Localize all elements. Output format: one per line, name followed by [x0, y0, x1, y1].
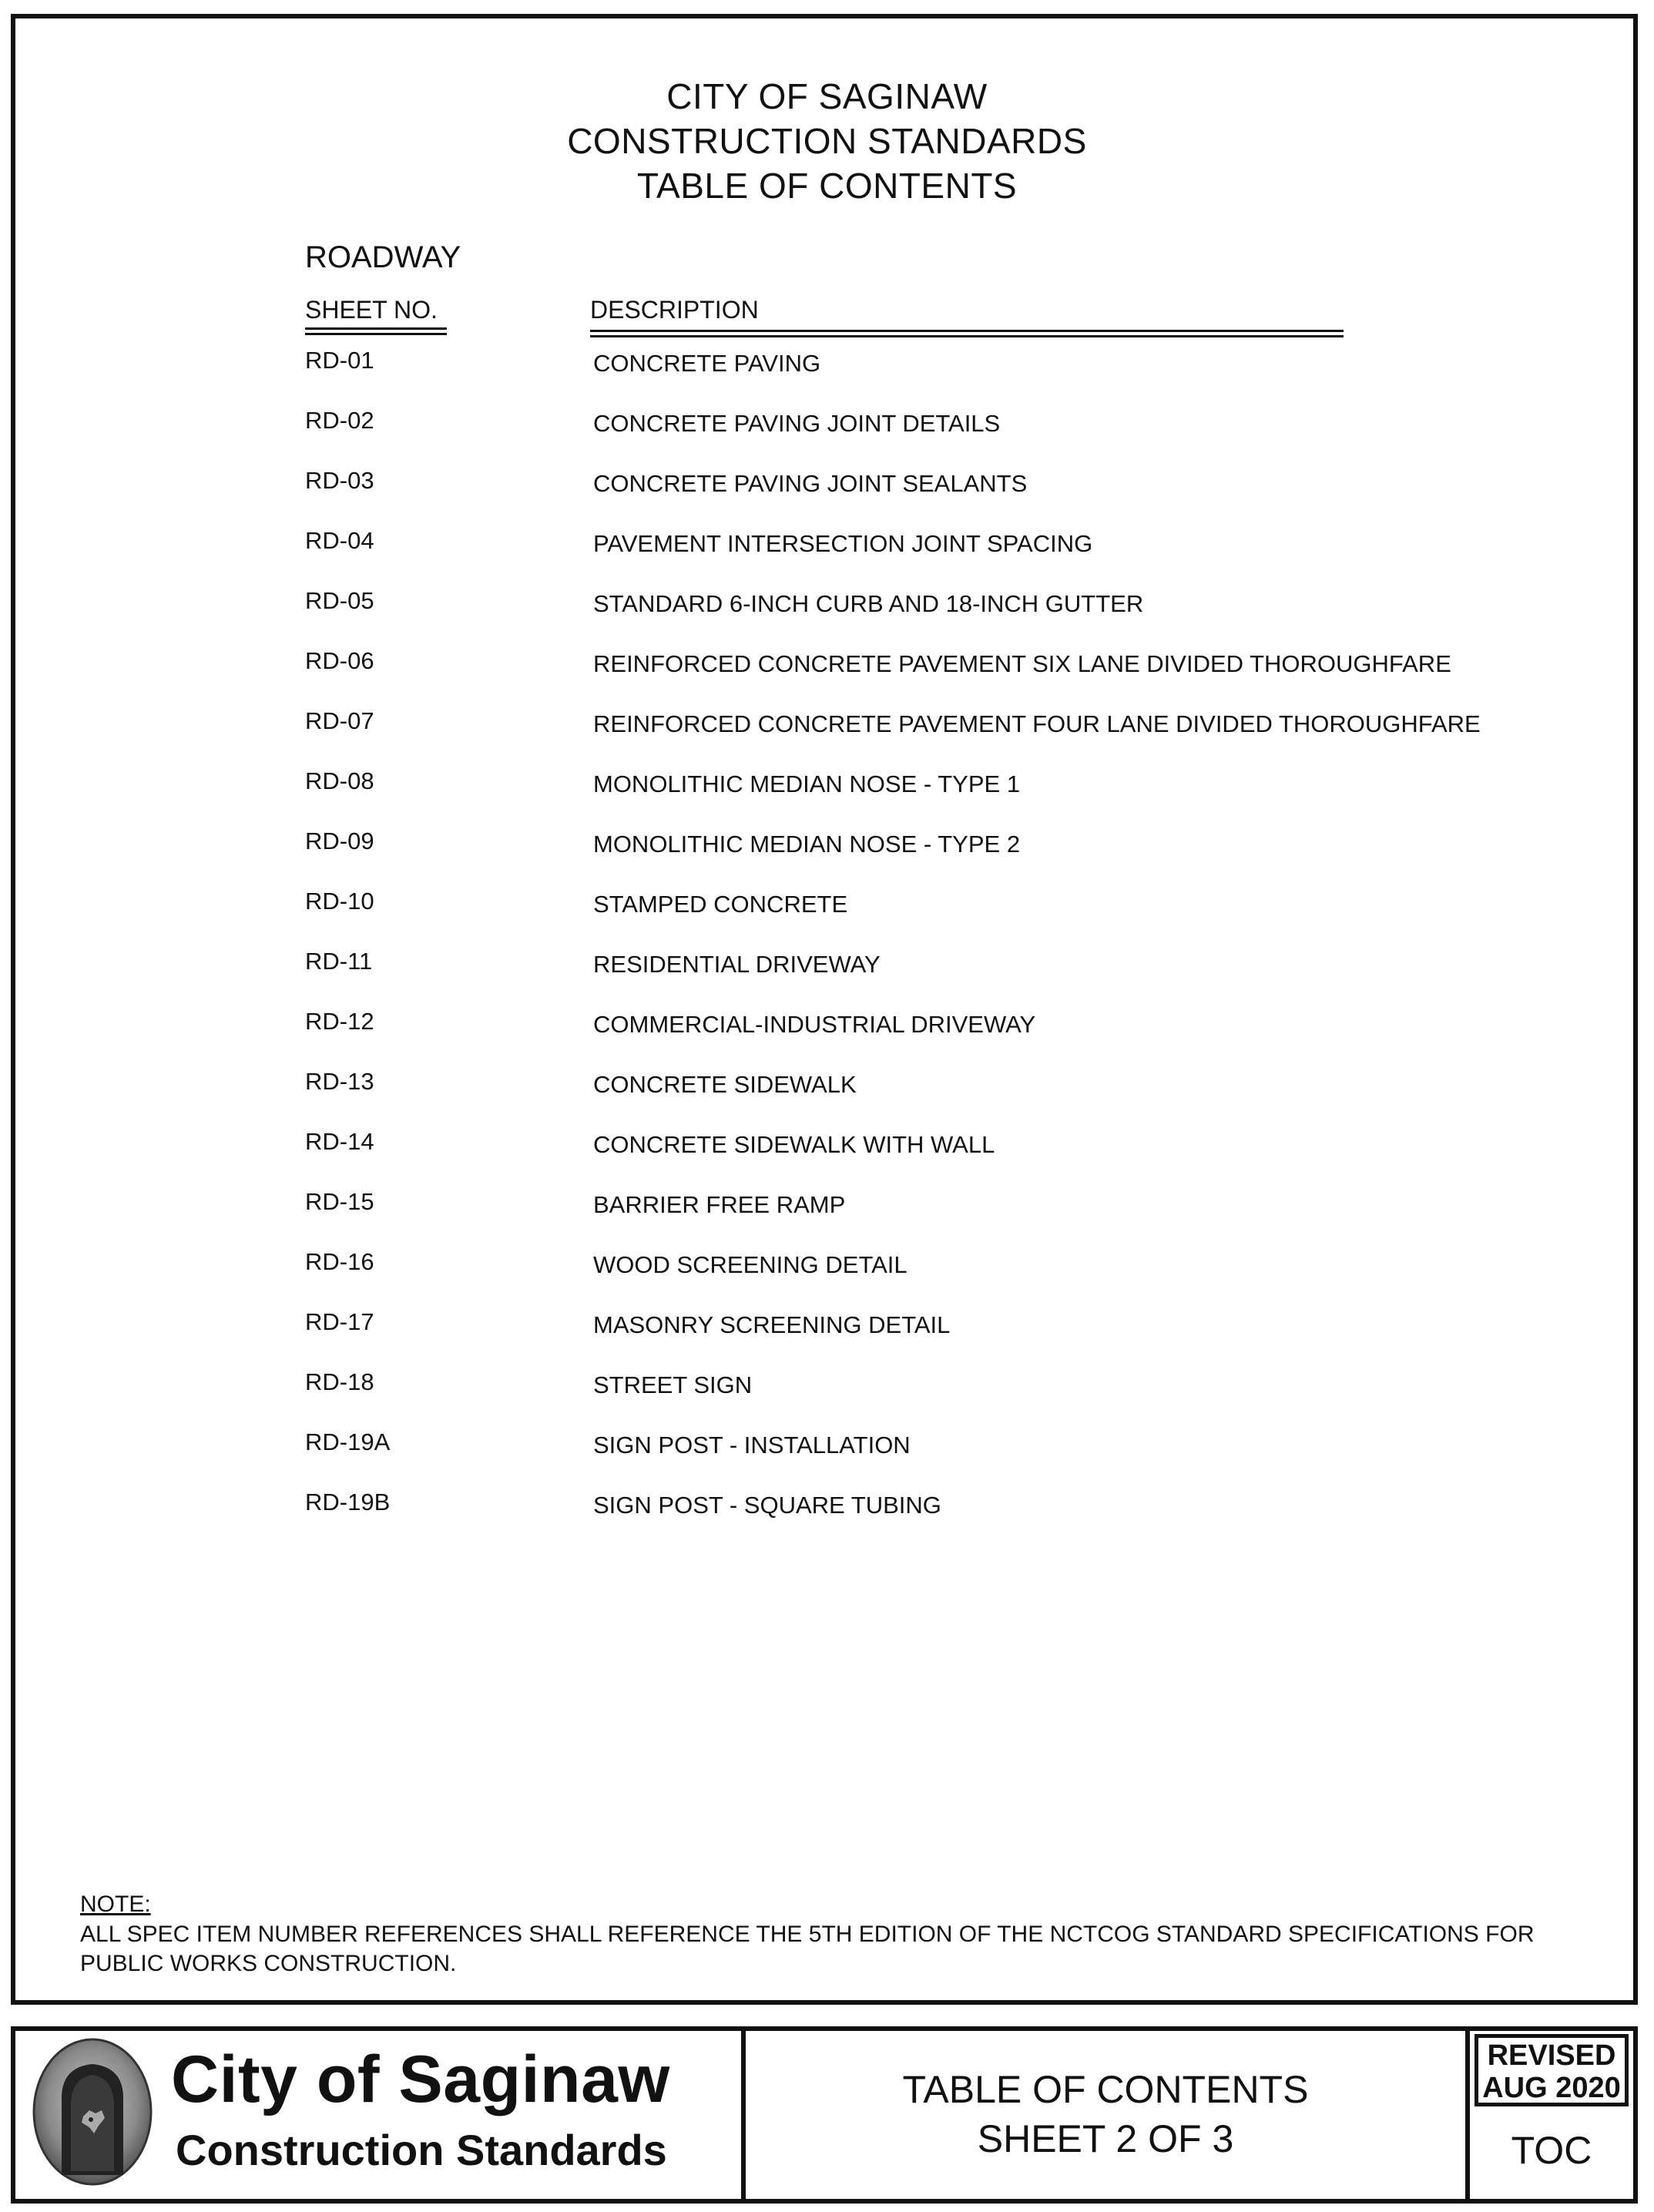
sheet-description: STAMPED CONCRETE — [593, 891, 848, 918]
sheet-description: CONCRETE PAVING JOINT DETAILS — [593, 410, 1001, 437]
logo-subtitle: Construction Standards — [176, 2126, 667, 2174]
sheet-description: MASONRY SCREENING DETAIL — [593, 1311, 951, 1338]
toc-entry — [305, 647, 1615, 693]
sheet-number: RD-19B — [305, 1489, 391, 1516]
sheet-number: RD-07 — [305, 707, 374, 734]
sheet-description: CONCRETE PAVING JOINT SEALANTS — [593, 470, 1028, 497]
sheet-description: CONCRETE SIDEWALK — [593, 1071, 857, 1098]
header-rule-sheet — [305, 327, 447, 335]
toc-entry — [305, 767, 1615, 814]
sheet-number: RD-09 — [305, 827, 374, 854]
toc-entry — [305, 407, 1615, 453]
toc-entry — [305, 467, 1615, 513]
toc-entry — [305, 1008, 1615, 1054]
column-header-sheet-no: SHEET NO. — [305, 296, 438, 324]
sheet-number: RD-19A — [305, 1428, 391, 1455]
note-text: ALL SPEC ITEM NUMBER REFERENCES SHALL REFERENCE THE 5TH EDITION OF THE NCTCOG STANDARD SPECIFICATIONS FOR PUBLIC WORKS CONSTRUCTION. — [80, 1922, 1535, 1976]
sheet-description: SIGN POST - SQUARE TUBING — [593, 1492, 941, 1519]
sheet-number: RD-18 — [305, 1368, 374, 1395]
sheet-number: RD-02 — [305, 407, 374, 434]
sheet-description: COMMERCIAL-INDUSTRIAL DRIVEWAY — [593, 1011, 1036, 1038]
revised-date: AUG 2020 — [1482, 2072, 1621, 2104]
section-title: ROADWAY — [305, 240, 461, 274]
toc-entry — [305, 1428, 1615, 1475]
sheet-description: BARRIER FREE RAMP — [593, 1191, 846, 1218]
sheet-description: RESIDENTIAL DRIVEWAY — [593, 951, 881, 978]
sheet-number: RD-04 — [305, 527, 374, 554]
sheet-number: RD-13 — [305, 1068, 374, 1095]
logo-title: City of Saginaw — [171, 2042, 670, 2116]
sheet-number: RD-16 — [305, 1248, 374, 1275]
sheet-description: SIGN POST - INSTALLATION — [593, 1432, 911, 1458]
sheet-description: MONOLITHIC MEDIAN NOSE - TYPE 2 — [593, 831, 1021, 858]
sheet-number: RD-12 — [305, 1008, 374, 1035]
toc-entry — [305, 1368, 1615, 1415]
header-rule-description — [590, 330, 1344, 337]
header-standards: CONSTRUCTION STANDARDS — [567, 121, 1087, 161]
toc-entry — [305, 827, 1615, 874]
toc-entry — [305, 1308, 1615, 1354]
sheet-description: WOOD SCREENING DETAIL — [593, 1251, 908, 1278]
toc-entry — [305, 587, 1615, 633]
sheet-title-line1: TABLE OF CONTENTS — [902, 2068, 1309, 2111]
header-city: CITY OF SAGINAW — [666, 76, 988, 116]
sheet-number: RD-05 — [305, 587, 374, 614]
toc-entry — [305, 1248, 1615, 1294]
revised-label: REVISED — [1487, 2039, 1616, 2072]
sheet-number: RD-17 — [305, 1308, 374, 1335]
sheet-number: RD-11 — [305, 948, 373, 975]
toc-entry — [305, 1188, 1615, 1234]
toc-entry — [305, 527, 1615, 573]
toc-entry — [305, 888, 1615, 934]
toc-entry — [305, 1068, 1615, 1114]
toc-entry — [305, 948, 1615, 994]
header-toc: TABLE OF CONTENTS — [636, 166, 1018, 206]
toc-entry — [305, 1128, 1615, 1174]
sheet-description: CONCRETE PAVING — [593, 350, 821, 377]
sheet-number: RD-15 — [305, 1188, 374, 1215]
sheet-title — [746, 2065, 1465, 2163]
title-block-divider — [1465, 2031, 1470, 2199]
toc-entry — [305, 707, 1615, 754]
sheet-description: MONOLITHIC MEDIAN NOSE - TYPE 1 — [593, 770, 1021, 797]
sheet-code: TOC — [1511, 2129, 1592, 2172]
sheet-description: REINFORCED CONCRETE PAVEMENT SIX LANE DIVIDED THOROUGHFARE — [593, 650, 1451, 677]
column-header-description: DESCRIPTION — [590, 296, 759, 324]
toc-entry — [305, 347, 1615, 393]
city-seal-icon — [31, 2036, 154, 2187]
sheet-number: RD-10 — [305, 888, 374, 915]
sheet-description: PAVEMENT INTERSECTION JOINT SPACING — [593, 530, 1093, 557]
sheet-description: CONCRETE SIDEWALK WITH WALL — [593, 1131, 995, 1158]
sheet-number: RD-14 — [305, 1128, 374, 1155]
toc-entry — [305, 1489, 1615, 1535]
sheet-number: RD-08 — [305, 767, 374, 794]
sheet-description: STANDARD 6-INCH CURB AND 18-INCH GUTTER — [593, 590, 1144, 617]
note-label: NOTE: — [80, 1891, 151, 1917]
revision-box — [1475, 2034, 1629, 2106]
sheet-number: RD-01 — [305, 347, 374, 374]
sheet-number: RD-06 — [305, 647, 374, 674]
sheet-number: RD-03 — [305, 467, 374, 494]
sheet-description: REINFORCED CONCRETE PAVEMENT FOUR LANE DIVIDED THOROUGHFARE — [593, 710, 1481, 737]
sheet-title-line2: SHEET 2 OF 3 — [977, 2117, 1234, 2160]
sheet-description: STREET SIGN — [593, 1371, 753, 1398]
